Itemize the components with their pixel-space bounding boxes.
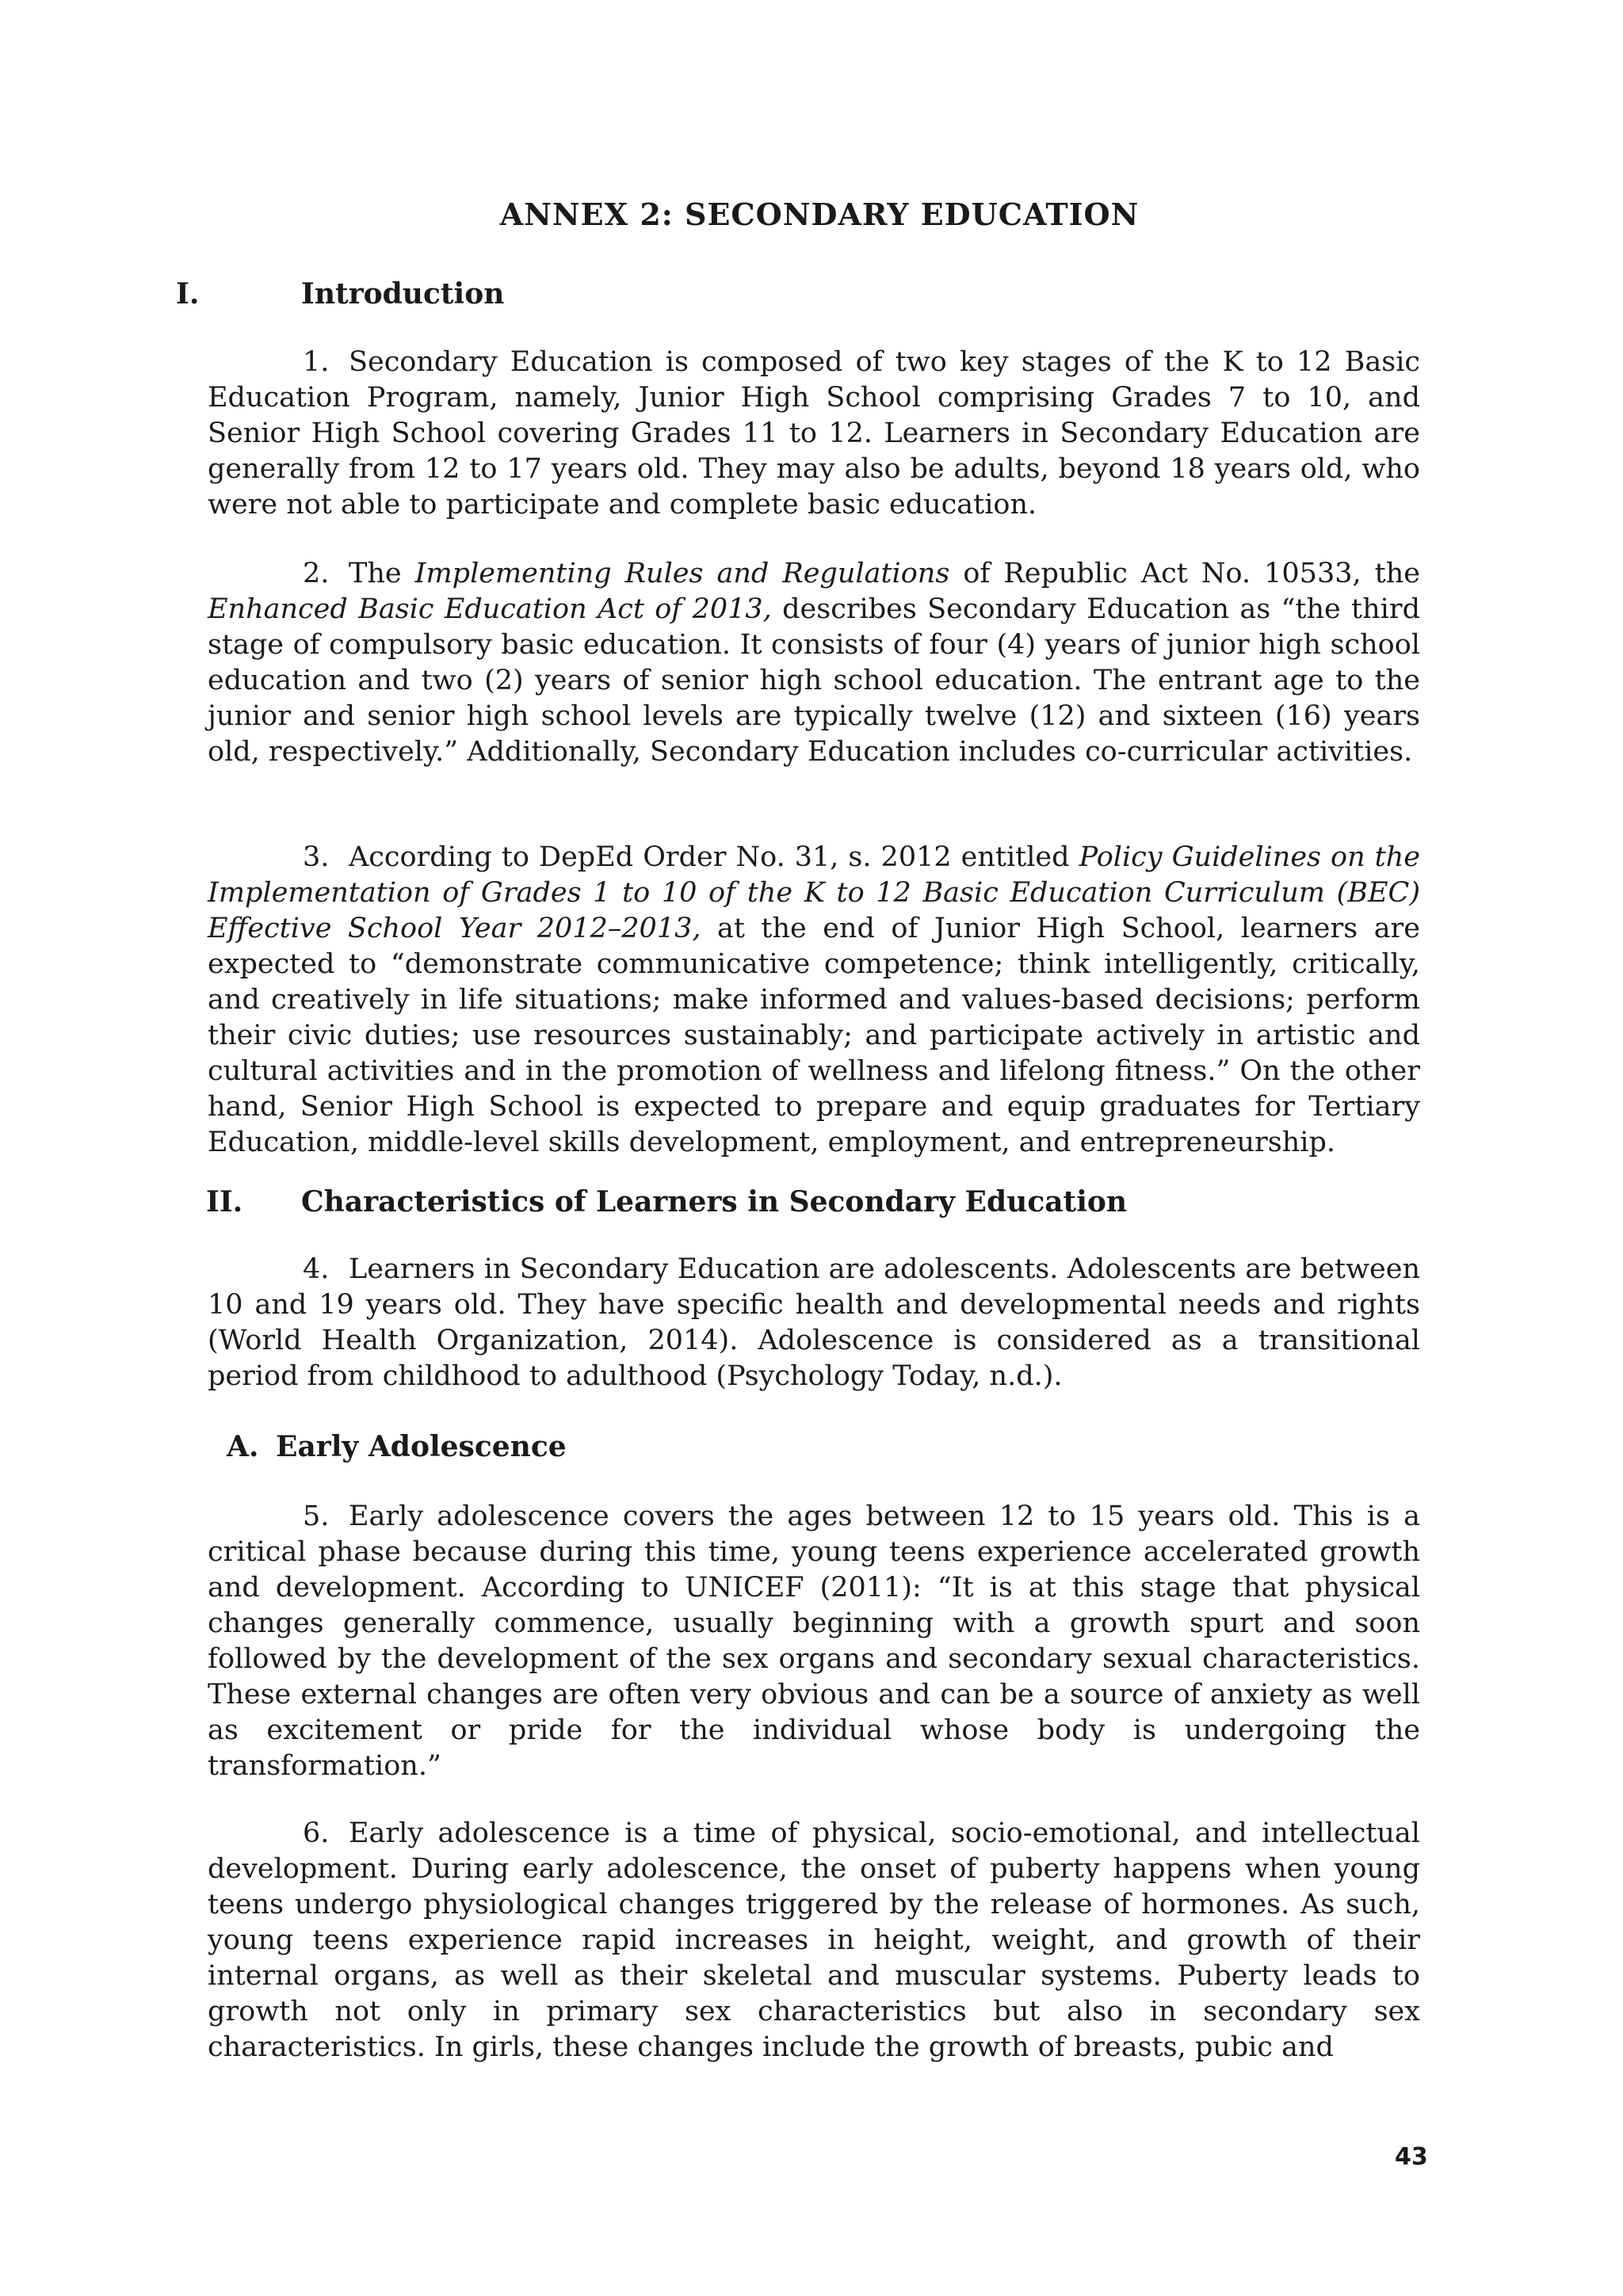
act-title-citation: Enhanced Basic Education Act of 2013, <box>208 593 772 625</box>
subsection-letter: A. <box>227 1430 259 1463</box>
section-number: II. <box>206 1185 243 1219</box>
paragraph-text: of Republic Act No. 10533, the <box>949 558 1420 589</box>
paragraph-text: Early adolescence is a time of physical, socio-emotional, and intellectual development. During early adolescence, the onset of puberty happens when young teens undergo physiological changes triggered by the release of hormones. As such, young teens experience rapid increases in height, weight, and growth of their internal organs, as well as their skeletal and muscular systems. Puberty leads to growth not only in primary sex characteristics but also in secondary sex characteristics. In girls, these changes include the growth of breasts, pubic and <box>208 1817 1420 2063</box>
paragraph-text: describes Secondary Education as “the third stage of compulsory basic education. It consists of four (4) years of junior high school education and two (2) years of senior high school education. The entrant age to the junior and senior high school levels are typically twelve (12) and sixteen (16) years old, respectively.” Additionally, Secondary Education includes co-curricular activities. <box>208 593 1420 768</box>
paragraph-text: The <box>349 558 415 589</box>
subsection-title: Early Adolescence <box>276 1430 567 1463</box>
paragraph-number: 1. <box>303 346 330 378</box>
paragraph-number: 3. <box>303 841 330 873</box>
section-heading-introduction <box>176 277 504 311</box>
paragraph-text: at the end of Junior High School, learners are expected to “demonstrate communicative competence; think intelligently, critically, and creatively in life situations; make informed and values-based decisions; perform their civic duties; use resources sustainably; and participate actively in artistic and cultural activities and in the promotion of wellness and lifelong fitness.” On the other hand, Senior High School is expected to prepare and equip graduates for Tertiary Education, middle-level skills development, employment, and entrepreneurship. <box>208 913 1420 1158</box>
page-number: 43 <box>1395 2143 1428 2171</box>
paragraph-number: 4. <box>303 1253 330 1285</box>
paragraph-text: Early adolescence covers the ages between 12 to 15 years old. This is a critical phase because during this time, young teens experience accelerated growth and development. According to UNICEF (2011): “It is at this stage that physical changes generally commence, usually beginning with a growth spurt and soon followed by the development of the sex organs and secondary sexual characteristics. These external changes are often very obvious and can be a source of anxiety as well as excitement or pride for the individual whose body is undergoing the transformation.” <box>208 1501 1420 1782</box>
subsection-heading-early-adolescence <box>227 1430 567 1463</box>
document-title-citation: Implementing Rules and Regulations <box>414 558 950 589</box>
paragraph-text: According to DepEd Order No. 31, s. 2012 entitled <box>349 841 1079 873</box>
order-title-citation: Policy Guidelines on the Implementation of Grades 1 to 10 of the K to 12 Basic Education Curriculum (BEC) Effective School Year 2012–2013, <box>208 841 1420 944</box>
section-heading-characteristics <box>206 1185 1127 1219</box>
paragraph-1 <box>208 345 1420 523</box>
paragraph-text: Learners in Secondary Education are adolescents. Adolescents are between 10 and 19 years old. They have specific health and developmental needs and rights (World Health Organization, 2014). Adolescence is considered as a transitional period from childhood to adulthood (Psychology Today, n.d.). <box>208 1253 1420 1392</box>
section-number: I. <box>176 277 200 311</box>
paragraph-number: 5. <box>303 1501 330 1532</box>
paragraph-2 <box>208 556 1420 770</box>
paragraph-4 <box>208 1252 1420 1394</box>
page-title: ANNEX 2: SECONDARY EDUCATION <box>499 196 1140 232</box>
paragraph-5 <box>208 1499 1420 1784</box>
paragraph-number: 6. <box>303 1817 330 1849</box>
paragraph-3 <box>208 840 1420 1161</box>
section-title: Characteristics of Learners in Secondary Education <box>301 1185 1128 1219</box>
paragraph-number: 2. <box>303 558 330 589</box>
paragraph-text: Secondary Education is composed of two key stages of the K to 12 Basic Education Program, namely, Junior High School comprising Grades 7 to 10, and Senior High School covering Grades 11 to 12. Learners in Secondary Education are generally from 12 to 17 years old. They may also be adults, beyond 18 years old, who were not able to participate and complete basic education. <box>208 346 1420 521</box>
paragraph-6 <box>208 1816 1420 2065</box>
section-title: Introduction <box>301 277 505 311</box>
